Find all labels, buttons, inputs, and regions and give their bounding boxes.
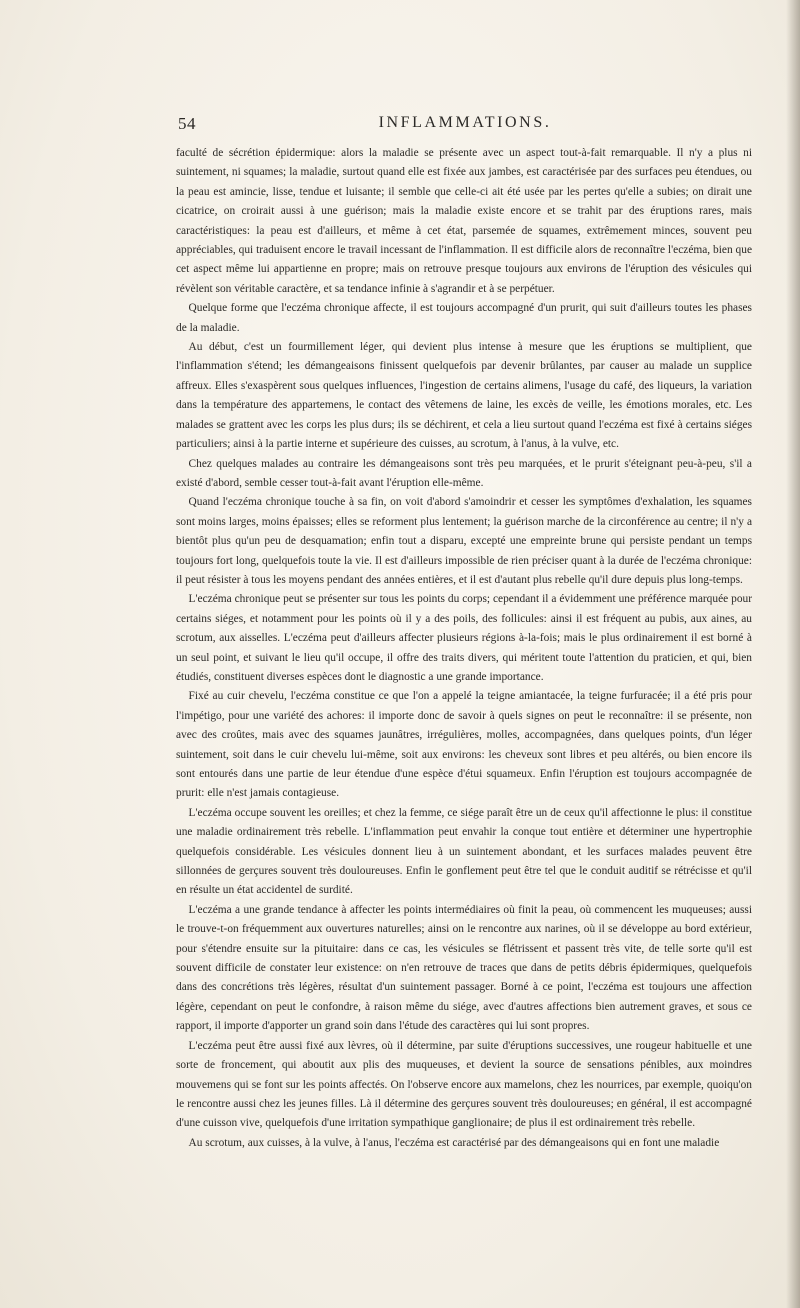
paragraph: Au scrotum, aux cuisses, à la vulve, à l'anus, l'eczéma est caractérisé par des démangeaisons qui en font une maladie xyxy=(188,1136,720,1149)
paragraph: Au début, c'est un fourmillement léger, qui devient plus intense à mesure que les éruptions se multiplient, que l'inflammation s'étend; les démangeaisons finissent quelquefois par devenir brûlantes, par causer au malade un supplice affreux. Elles s'exaspèrent sous quelques influences, l'ingestion de certains alimens, l'usage du café, des liqueurs, la variation dans la température des appartemens, le contact des vêtemens de laine, les excès de veille, les émotions morales, etc. Les malades se grattent avec les corps les plus durs; ils se déchirent, et cela a lieu surtout quand l'eczéma est fixé à certains siéges particuliers; ainsi à la partie interne et supérieure des cuisses, au scrotum, à l'anus, à la vulve, etc. xyxy=(176,341,752,451)
paragraph: faculté de sécrétion épidermique: alors la maladie se présente avec un aspect tout-à-fait remarquable. Il n'y a plus ni suintement, ni squames; la maladie, surtout quand elle est fixée aux jambes, est caractérisée par des surfaces peu étendues, ou la peau est amincie, lisse, tendue et luisante; il semble que celle-ci ait été usée par les pertes qu'elle a subies; on dirait une cicatrice, on croirait aussi à une guérison; mais la maladie existe encore et se trahit par des éruptions rares, mais caractéristiques: la peau est d'ailleurs, et même à cet état, parsemée de squames, extrêmement minces, souvent peu appréciables, qui traduisent encore le travail incessant de l'inflammation. Il est difficile alors de reconnaître l'eczéma, bien que cet aspect même lui appartienne en propre; mais on retrouve presque toujours aux environs de l'éruption des vésicules qui révèlent son véritable caractère, et sa tendance infinie à s'agrandir et à se perpétuer. xyxy=(176,147,752,295)
page-number: 54 xyxy=(178,114,196,133)
paragraph: L'eczéma a une grande tendance à affecter les points intermédiaires où finit la peau, où commencent les muqueuses; aussi le trouve-t-on fréquemment aux ouvertures naturelles; ainsi on le rencontre aux narines, où il se développe au bord extérieur, pour s'étendre ensuite sur la pituitaire: dans ce cas, les vésicules se flétrissent et passent très vite, de telle sorte qu'il est souvent difficile de constater leur existence: on n'en retrouve de traces que dans de petits débris épidermiques, quelquefois dans des concrétions très légères, résultat d'un suintement passager. Borné à ce point, l'eczéma est toujours une affection légère, cependant on peut le confondre, à raison même du siége, avec d'autres affections bien autrement graves, et sous ce rapport, il importe d'apporter un grand soin dans l'étude des caractères qui lui sont propres. xyxy=(176,903,752,1033)
paragraph: Fixé au cuir chevelu, l'eczéma constitue ce que l'on a appelé la teigne amiantacée, la teigne furfuracée; il a été pris pour l'impétigo, pour une variété des achores: il importe donc de savoir à quels signes on peut le reconnaître: il se présente, non avec des croûtes, mais avec des squames jaunâtres, irrégulières, molles, accompagnées, dans quelques points, d'un léger suintement, soit dans le cuir chevelu lui-même, soit aux environs: les cheveux sont libres et peu altérés, ou bien encore ils sont entourés dans une partie de leur étendue d'une espèce d'étui squameux. Enfin l'éruption est toujours accompagnée de prurit: elle n'est jamais contagieuse. xyxy=(176,690,752,800)
paragraph: Quand l'eczéma chronique touche à sa fin, on voit d'abord s'amoindrir et cesser les symptômes d'exhalation, les squames sont moins larges, moins épaisses; elles se reforment plus lentement; la guérison marche de la circonférence au centre; il n'y a bientôt plus qu'un peu de desquamation; enfin tout a disparu, excepté une empreinte brune qui persiste pendant un temps toujours fort long, quelquefois toute la vie. Il est d'ailleurs impossible de rien préciser quant à la durée de l'eczéma chronique: il peut résister à tous les moyens pendant des années entières, et il est d'autant plus rebelle qu'il dure depuis plus long-temps. xyxy=(176,496,752,586)
body-text xyxy=(176,144,752,1153)
running-title: INFLAMMATIONS. xyxy=(378,114,552,131)
paragraph: Quelque forme que l'eczéma chronique affecte, il est toujours accompagné d'un prurit, qui suit d'ailleurs toutes les phases de la maladie. xyxy=(176,302,752,334)
page-header xyxy=(178,114,752,140)
page-edge-shadow xyxy=(786,0,800,1308)
paragraph: L'eczéma occupe souvent les oreilles; et chez la femme, ce siége paraît être un de ceux qu'il affectionne le plus: il constitue une maladie ordinairement très rebelle. L'inflammation peut envahir la conque tout entière et déterminer une hypertrophie quelquefois considérable. Les vésicules donnent lieu à un suintement abondant, et les surfaces malades peuvent être sillonnées de gerçures souvent très douloureuses. Enfin le gonflement peut être tel que le conduit auditif se rétrécisse et qu'il en résulte un état accidentel de surdité. xyxy=(176,806,752,897)
paragraph: Chez quelques malades au contraire les démangeaisons sont très peu marquées, et le prurit s'éteignant peu-à-peu, s'il a existé d'abord, semble cesser tout-à-fait avant l'éruption elle-même. xyxy=(176,457,752,489)
paragraph: L'eczéma chronique peut se présenter sur tous les points du corps; cependant il a évidemment une préférence marquée pour certains siéges, et notamment pour les points où il y a des poils, des follicules: ainsi il est fréquent au pubis, aux aines, au scrotum, aux aisselles. L'eczéma peut d'ailleurs affecter plusieurs régions à-la-fois; mais le plus ordinairement il est borné à un seul point, et suivant le lieu qu'il occupe, il offre des traits divers, qui méritent toute l'attention du praticien, et qui, bien étudiés, constituent diverses espèces dont le diagnostic a une grande importance. xyxy=(176,593,752,683)
paragraph: L'eczéma peut être aussi fixé aux lèvres, où il détermine, par suite d'éruptions successives, une rougeur habituelle et une sorte de froncement, qui aboutit aux plis des muqueuses, et devient la source de sensations pénibles, aux moindres mouvemens qui se font sur les points affectés. On l'observe encore aux mamelons, chez les nourrices, par exemple, quoiqu'on le rencontre aussi chez les jeunes filles. Là il détermine des gerçures souvent très douloureuses; en général, il est accompagné d'une cuisson vive, quelquefois d'une irritation sympathique ganglionaire; de plus il est ordinairement très rebelle. xyxy=(176,1039,752,1130)
